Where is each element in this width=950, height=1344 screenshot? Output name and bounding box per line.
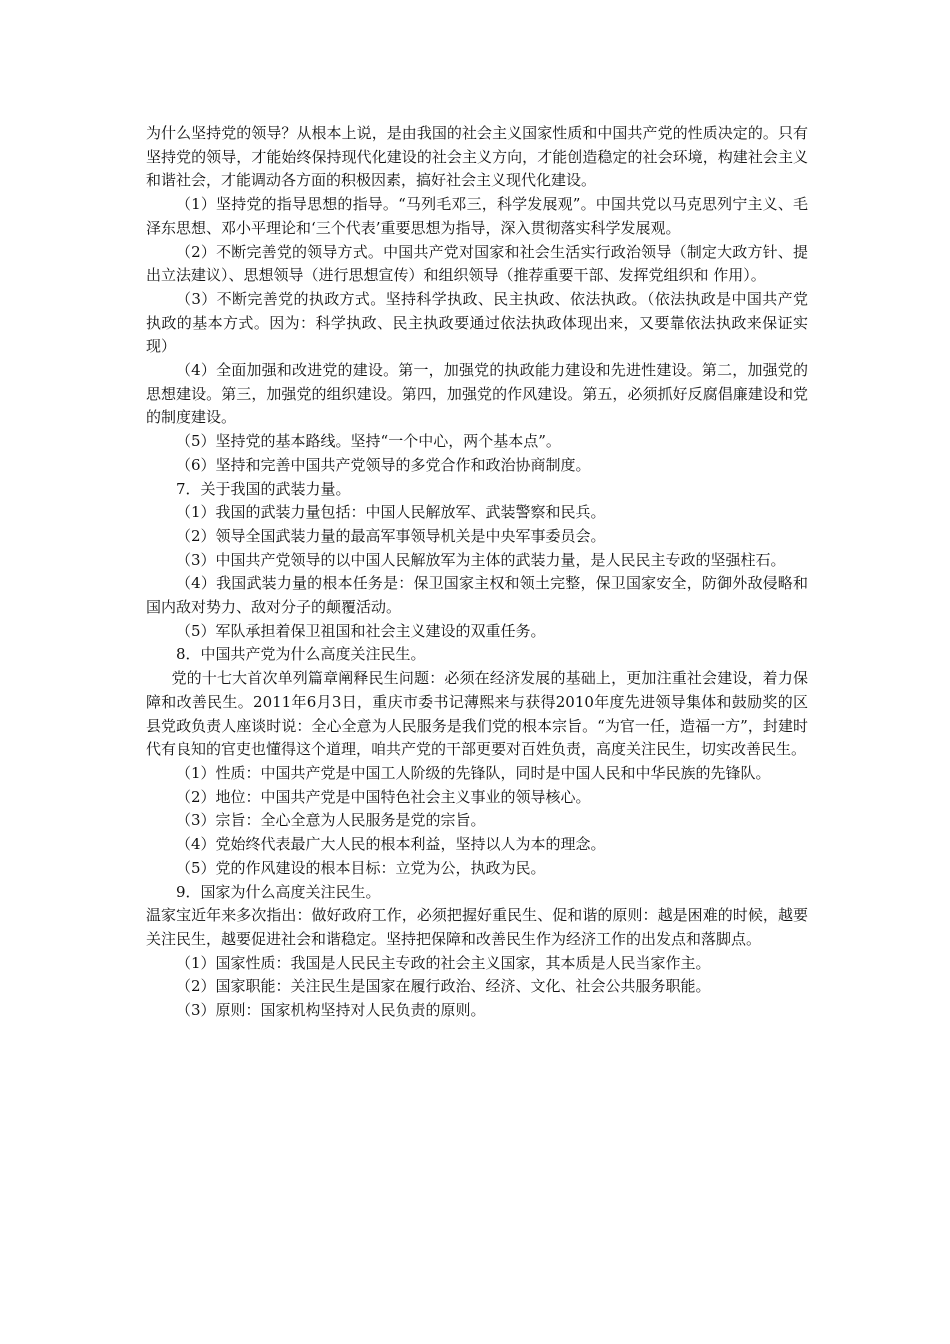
- paragraph: （5）坚持党的基本路线。坚持“一个中心，两个基本点”。: [176, 432, 561, 451]
- paragraph: （2）地位：中国共产党是中国特色社会主义事业的领导核心。: [176, 787, 591, 806]
- paragraph: （4）我国武装力量的根本任务是：保卫国家主权和领土完整，保卫国家安全，防御外敌侵略和国内敌对势力、敌对分子的颠覆活动。: [146, 574, 808, 617]
- paragraph: 为什么坚持党的领导？从根本上说，是由我国的社会主义国家性质和中国共产党的性质决定的。只有坚持党的领导，才能始终保持现代化建设的社会主义方向，才能创造稳定的社会环境，构建社会主义和谐社会，才能调动各方面的积极因素，搞好社会主义现代化建设。: [146, 124, 808, 190]
- paragraph: （3）原则：国家机构坚持对人民负责的原则。: [176, 1001, 486, 1020]
- paragraph: （3）宗旨：全心全意为人民服务是党的宗旨。: [176, 811, 486, 830]
- paragraph: （2）不断完善党的领导方式。中国共产党对国家和社会生活实行政治领导（制定大政方针、提出立法建议）、思想领导（进行思想宣传）和组织领导（推荐重要干部、发挥党组织和 作用）。: [146, 242, 808, 285]
- paragraph: （1）坚持党的指导思想的指导。“马列毛邓三，科学发展观”。中国共党以马克思列宁主义、毛泽东思想、邓小平理论和‘三个代表’重要思想为指导，深入贯彻落实科学发展观。: [146, 195, 808, 237]
- paragraph: （3）不断完善党的执政方式。坚持科学执政、民主执政、依法执政。（依法执政是中国共产党执政的基本方式。因为：科学执政、民主执政要通过依法执政体现出来，又要靠依法执政来保证实现）: [146, 289, 808, 356]
- paragraph: 温家宝近年来多次指出：做好政府工作，必须把握好重民生、促和谐的原则：越是困难的时候，越要关注民生，越要促进社会和谐稳定。坚持把保障和改善民生作为经济工作的出发点和落脚点。: [146, 906, 808, 948]
- paragraph: （4）党始终代表最广大人民的根本利益，坚持以人为本的理念。: [176, 835, 606, 854]
- paragraph: （3）中国共产党领导的以中国人民解放军为主体的武装力量，是人民民主专政的坚强柱石。: [176, 550, 786, 569]
- paragraph: （6）坚持和完善中国共产党领导的多党合作和政治协商制度。: [176, 455, 591, 474]
- paragraph: （1）我国的武装力量包括：中国人民解放军、武装警察和民兵。: [176, 503, 606, 522]
- paragraph: （2）领导全国武装力量的最高军事领导机关是中央军事委员会。: [176, 526, 606, 545]
- paragraph: （5）党的作风建设的根本目标：立党为公，执政为民。: [176, 858, 546, 877]
- paragraph: （5）军队承担着保卫祖国和社会主义建设的双重任务。: [176, 621, 546, 640]
- paragraph: 党的十七大首次单列篇章阐释民生问题：必须在经济发展的基础上，更加注重社会建设，着力保障和改善民生。2011年6月3日，重庆市委书记薄熙来与获得2010年度先进领导集体和鼓励奖的区县党政负责人座谈时说：全心全意为人民服务是我们党的根本宗旨。“为官一任，造福一方”，封建时代有良知的官吏也懂得这个道理，咱共产党的干部更要对百姓负责，高度关注民生，切实改善民生。: [146, 669, 808, 759]
- paragraph: 7．关于我国的武装力量。: [176, 479, 351, 498]
- paragraph: （2）国家职能：关注民生是国家在履行政治、经济、文化、社会公共服务职能。: [176, 977, 711, 996]
- paragraph: 8．中国共产党为什么高度关注民生。: [176, 645, 426, 664]
- document-body: [146, 122, 808, 1023]
- paragraph: （4）全面加强和改进党的建设。第一，加强党的执政能力建设和先进性建设。第二，加强党的思想建设。第三，加强党的组织建设。第四，加强党的作风建设。第五，必须抓好反腐倡廉建设和党的制度建设。: [146, 361, 808, 427]
- paragraph: （1）国家性质：我国是人民民主专政的社会主义国家，其本质是人民当家作主。: [176, 953, 711, 972]
- paragraph: 9．国家为什么高度关注民生。: [176, 882, 381, 901]
- paragraph: （1）性质：中国共产党是中国工人阶级的先锋队，同时是中国人民和中华民族的先锋队。: [176, 763, 771, 782]
